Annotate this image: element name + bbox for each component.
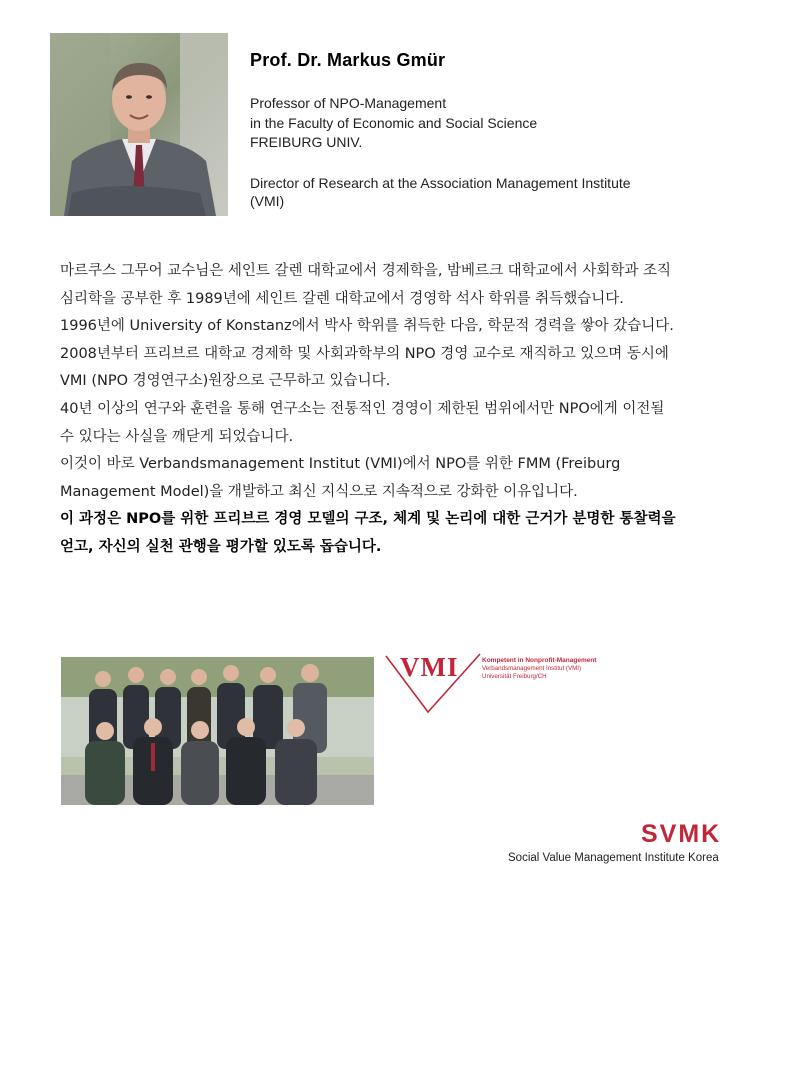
- role-line: Director of Research at the Association Management Institute: [250, 175, 631, 191]
- profile-name: Prof. Dr. Markus Gmür: [250, 50, 446, 70]
- vmi-logo: [384, 652, 634, 720]
- bio-paragraph: 40년 이상의 연구와 훈련을 통해 연구소는 전통적인 경영이 제한된 범위에서만 NPO에게 이전될 수 있다는 사실을 깨닫게 되었습니다.: [60, 400, 665, 445]
- svmk-tagline: Social Value Management Institute Korea: [508, 852, 719, 864]
- bio-paragraph: 마르쿠스 그무어 교수님은 세인트 갈렌 대학교에서 경제학을, 밤베르크 대학교에서 사회학과 조직 심리학을 공부한 후 1989년에 세인트 갈렌 대학교에서 경영학 석사 학위를 취득했습니다.: [60, 263, 671, 307]
- svmk-logo: SVMK: [641, 820, 722, 848]
- role-line: Professor of NPO-Management: [250, 95, 447, 111]
- vmi-logo-tagline: Kompetent in Nonprofit-Management Verbandsmanagement Institut (VMI) Universität Freiburg/CH: [482, 657, 597, 680]
- bio-paragraph: 이것이 바로 Verbandsmanagement Institut (VMI)에서 NPO를 위한 FMM (Freiburg Management Model)을 개발하고 최신 지식으로 지속적으로 강화한 이유입니다.: [60, 456, 621, 500]
- bio-paragraph-bold: 이 과정은 NPO를 위한 프리브르 경영 모델의 구조, 체계 및 논리에 대한 근거가 분명한 통찰력을 얻고, 자신의 실천 관행을 평가할 있도록 돕습니다.: [60, 511, 676, 555]
- bio-paragraph: 2008년부터 프리브르 대학교 경제학 및 사회과학부의 NPO 경영 교수로 재직하고 있으며 동시에 VMI (NPO 경영연구소)원장으로 근무하고 있습니다.: [60, 345, 669, 390]
- bio-paragraph: 1996년에 University of Konstanz에서 박사 학위를 취득한 다음, 학문적 경력을 쌓아 갔습니다.: [60, 318, 674, 335]
- role-line: FREIBURG UNIV.: [250, 134, 363, 150]
- vmi-logo-word: VMI: [400, 652, 459, 682]
- portrait-photo: [50, 33, 228, 216]
- group-photo: [61, 657, 374, 805]
- role-line: (VMI): [250, 193, 285, 209]
- role-line: in the Faculty of Economic and Social Science: [250, 115, 538, 131]
- biography-text: [60, 258, 682, 562]
